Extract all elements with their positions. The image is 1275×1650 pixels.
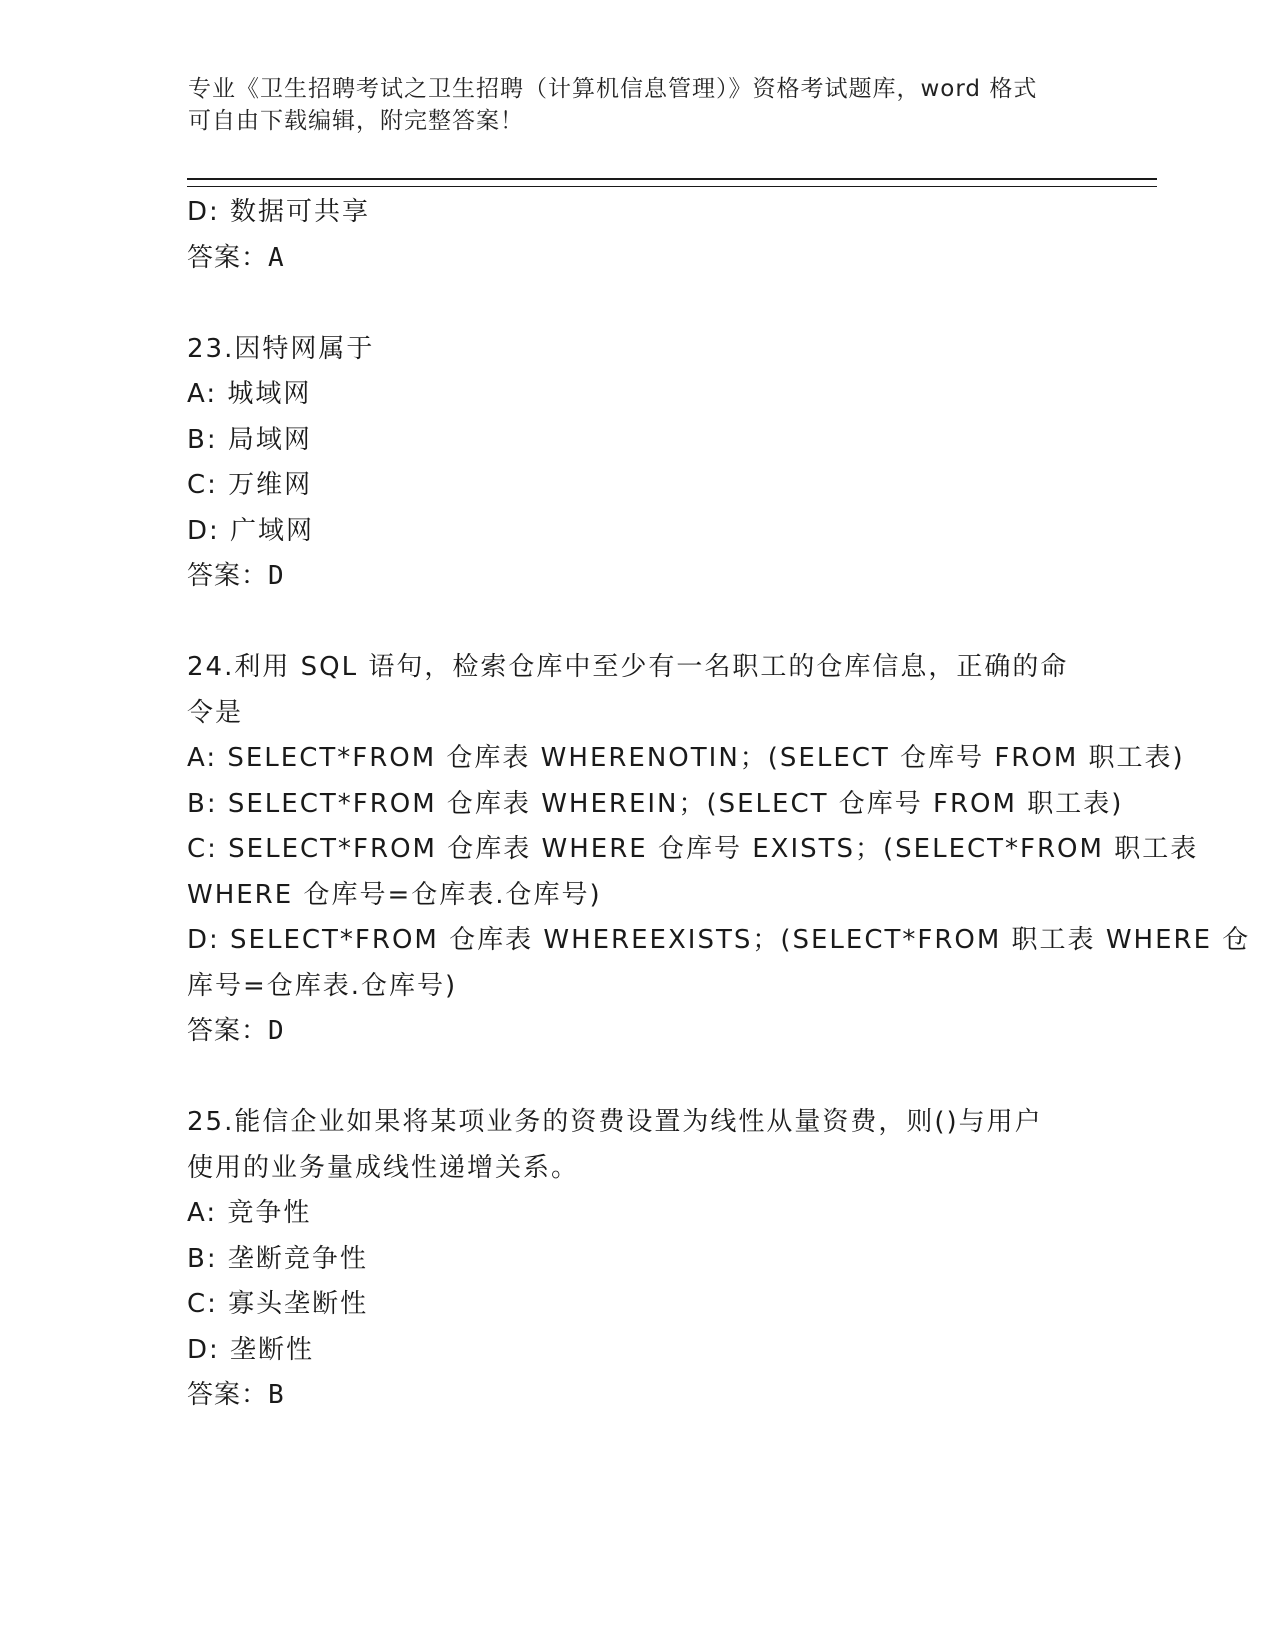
spacer bbox=[187, 600, 1087, 646]
spacer bbox=[187, 1055, 1087, 1101]
question-22-tail bbox=[187, 190, 1087, 281]
option-c-line-2: WHERE 仓库号=仓库表.仓库号) bbox=[187, 879, 602, 910]
answer-value: A bbox=[268, 242, 285, 273]
question-25 bbox=[187, 1100, 1087, 1419]
option-a: A: SELECT*FROM 仓库表 WHERENOTIN；(SELECT 仓库号 FROM 职工表) bbox=[187, 743, 1185, 773]
answer-value: D bbox=[268, 561, 285, 591]
answer-value: D bbox=[268, 1016, 285, 1046]
option-b: B: SELECT*FROM 仓库表 WHEREIN；(SELECT 仓库号 FROM 职工表) bbox=[187, 788, 1124, 819]
answer-value: B bbox=[268, 1380, 285, 1410]
option-c-line-1: C: SELECT*FROM 仓库表 WHERE 仓库号 EXISTS；(SELECT*FROM 职工表 bbox=[187, 834, 1199, 864]
question-stem-line-1: 25.能信企业如果将某项业务的资费设置为线性从量资费，则()与用户 bbox=[187, 1107, 1043, 1137]
answer-line bbox=[187, 1373, 1087, 1419]
answer-label: 答案： bbox=[187, 242, 269, 273]
question-stem-line-2: 令是 bbox=[187, 697, 244, 728]
question-list bbox=[187, 190, 1251, 1419]
option-d: D: 数据可共享 bbox=[187, 197, 371, 227]
question-stem-line-2: 使用的业务量成线性递增关系。 bbox=[187, 1152, 580, 1183]
question-stem-line-1: 24.利用 SQL 语句，检索仓库中至少有一名职工的仓库信息，正确的命 bbox=[187, 652, 1069, 682]
page-header bbox=[188, 73, 1088, 137]
option-d-line-1: D: SELECT*FROM 仓库表 WHEREEXISTS；(SELECT*FROM 职工表 WHERE 仓 bbox=[187, 925, 1251, 955]
question-24 bbox=[187, 645, 1251, 1055]
option-d-line-2: 库号=仓库表.仓库号) bbox=[187, 970, 458, 1001]
option-b: B: 局域网 bbox=[187, 424, 312, 455]
answer-line bbox=[187, 554, 1087, 600]
answer-label: 答案： bbox=[187, 1016, 269, 1046]
answer-line bbox=[187, 236, 1087, 282]
option-b: B: 垄断竞争性 bbox=[187, 1243, 368, 1274]
option-a: A: 竞争性 bbox=[187, 1198, 312, 1228]
answer-label: 答案： bbox=[187, 1380, 269, 1410]
question-stem: 23.因特网属于 bbox=[187, 333, 375, 364]
option-d: D: 垄断性 bbox=[187, 1334, 315, 1365]
option-a: A: 城域网 bbox=[187, 379, 312, 409]
header-line-2: 可自由下载编辑，附完整答案！ bbox=[188, 108, 524, 134]
option-d: D: 广域网 bbox=[187, 515, 315, 546]
question-23 bbox=[187, 327, 1087, 600]
option-c: C: 万维网 bbox=[187, 470, 313, 500]
spacer bbox=[187, 281, 1087, 327]
option-c: C: 寡头垄断性 bbox=[187, 1289, 369, 1319]
header-line-1: 专业《卫生招聘考试之卫生招聘（计算机信息管理）》资格考试题库，word 格式 bbox=[188, 76, 1038, 102]
answer-line bbox=[187, 1009, 1087, 1055]
answer-label: 答案： bbox=[187, 561, 269, 591]
header-divider bbox=[187, 178, 1157, 187]
